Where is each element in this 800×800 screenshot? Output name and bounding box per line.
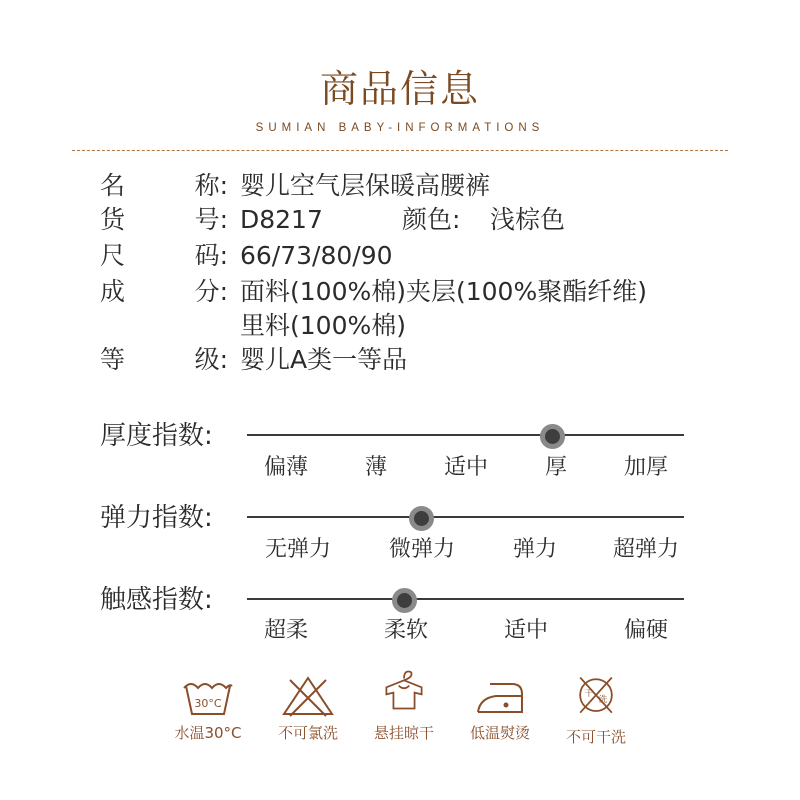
thickness-tick: 厚: [544, 455, 568, 480]
page-title: 商品信息: [319, 67, 480, 111]
dry-clean-text-2: 洗: [598, 695, 608, 706]
elasticity-tick: 超弹力: [612, 537, 680, 562]
low-iron-icon: [472, 674, 528, 718]
touch-track: [247, 598, 684, 600]
thickness-track: [247, 434, 684, 436]
wash-temp-text: 30°C: [194, 697, 222, 710]
name-value: 婴儿空气层保暖高腰裤: [240, 171, 491, 200]
care-label: 不可干洗: [565, 728, 627, 746]
composition-line-1: 面料(100%棉)夹层(100%聚酯纤维): [240, 277, 647, 306]
hang-dry-icon: [376, 668, 432, 712]
thickness-tick: 加厚: [623, 455, 669, 480]
thickness-indicator: [540, 424, 565, 449]
code-value: D8217: [240, 205, 323, 234]
composition-line-2: 里料(100%棉): [240, 311, 406, 340]
thickness-tick: 偏薄: [263, 455, 309, 480]
elasticity-track: [247, 516, 684, 518]
code-label: 货 号:: [100, 205, 228, 234]
elasticity-indicator: [409, 506, 434, 531]
touch-tick: 超柔: [263, 618, 309, 643]
dashed-divider: [72, 150, 728, 151]
care-label: 低温熨烫: [469, 724, 531, 742]
touch-label: 触感指数:: [100, 585, 213, 615]
touch-tick: 适中: [503, 618, 549, 643]
thickness-tick: 薄: [364, 455, 388, 480]
dry-clean-text-1: 干: [584, 689, 594, 699]
grade-value: 婴儿A类一等品: [240, 345, 408, 374]
elasticity-label: 弹力指数:: [100, 503, 213, 533]
size-label: 尺 码:: [100, 241, 228, 270]
size-value: 66/73/80/90: [240, 241, 393, 270]
touch-tick: 柔软: [383, 618, 429, 643]
care-label: 不可氯洗: [277, 724, 339, 742]
care-label: 悬挂晾干: [373, 724, 435, 742]
composition-label: 成 分:: [100, 277, 228, 306]
grade-label: 等 级:: [100, 345, 228, 374]
thickness-label: 厚度指数:: [100, 421, 213, 451]
thickness-tick: 适中: [443, 455, 489, 480]
wash-30c-icon: [180, 676, 236, 720]
page-subtitle: SUMIAN BABY-INFORMATIONS: [255, 122, 545, 134]
care-label: 水温30°C: [174, 724, 242, 742]
no-bleach-icon: [280, 674, 336, 718]
touch-tick: 偏硬: [623, 618, 669, 643]
elasticity-tick: 弹力: [512, 537, 558, 562]
name-label: 名 称:: [100, 171, 228, 200]
no-dry-clean-icon: [568, 674, 624, 718]
color-label: 颜色:: [402, 205, 461, 234]
color-value: 浅棕色: [490, 205, 566, 234]
touch-indicator: [392, 588, 417, 613]
elasticity-tick: 微弹力: [388, 537, 456, 562]
elasticity-tick: 无弹力: [264, 537, 332, 562]
